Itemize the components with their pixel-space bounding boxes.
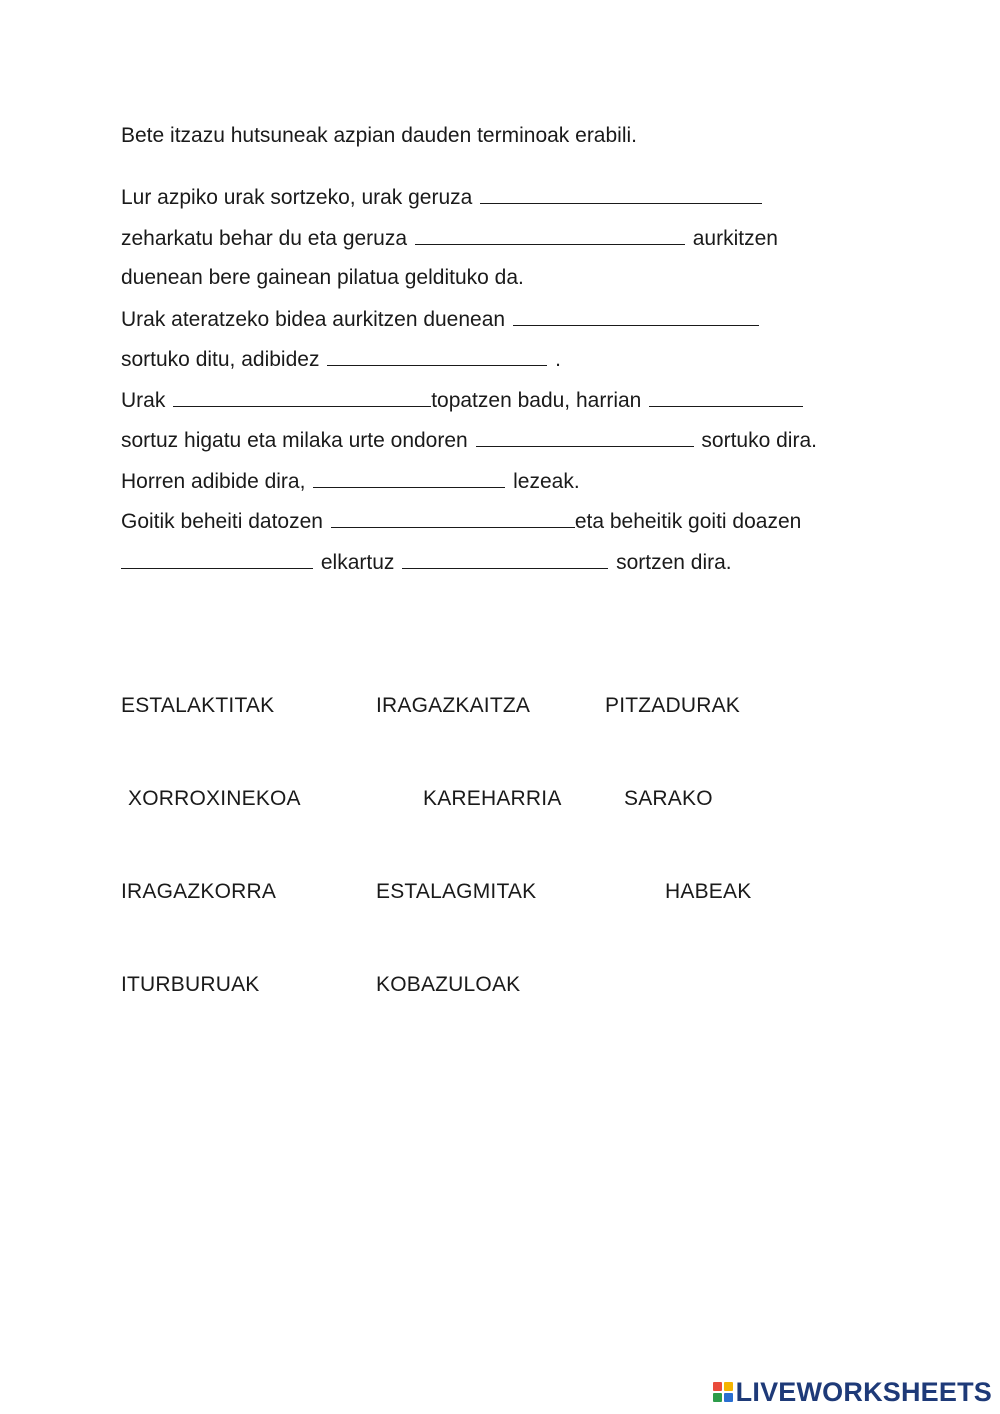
word-bank-item[interactable]: IRAGAZKORRA <box>121 880 277 903</box>
word-bank-item[interactable]: ITURBURUAK <box>121 973 260 996</box>
sentence-text: sortzen dira. <box>616 551 732 574</box>
sentence-text: lezeak. <box>513 470 580 493</box>
blank-9[interactable] <box>331 507 575 528</box>
sentence-text: sortuz higatu eta milaka urte ondoren <box>121 429 468 452</box>
sentence-line-4 <box>121 305 761 334</box>
sentence-line-1 <box>121 183 764 212</box>
sentence-text: duenean bere gainean pilatua geldituko da. <box>121 266 524 289</box>
sentence-line-9 <box>121 507 801 536</box>
sentence-line-10 <box>121 548 732 577</box>
sentence-text: . <box>555 348 561 371</box>
logo-grid-icon <box>713 1382 733 1402</box>
sentence-line-3 <box>121 264 524 292</box>
blank-4[interactable] <box>327 345 547 366</box>
blank-1[interactable] <box>480 183 762 204</box>
word-bank-item[interactable]: IRAGAZKAITZA <box>376 694 531 717</box>
word-bank-item[interactable]: PITZADURAK <box>605 694 741 717</box>
word-bank-item[interactable]: ESTALAGMITAK <box>376 880 537 903</box>
sentence-text: Urak <box>121 389 166 412</box>
sentence-line-7 <box>121 426 817 455</box>
sentence-text: aurkitzen <box>692 227 778 250</box>
sentence-text: Lur azpiko urak sortzeko, urak geruza <box>121 186 473 209</box>
blank-5[interactable] <box>173 386 431 407</box>
sentence-line-8 <box>121 467 580 496</box>
liveworksheets-logo <box>713 1376 992 1408</box>
instruction-text: Bete itzazu hutsuneak azpian dauden terminoak erabili. <box>121 124 637 147</box>
sentence-text: sortuko ditu, adibidez <box>121 348 320 371</box>
sentence-text: topatzen badu, harrian <box>431 389 642 412</box>
logo-text: LIVEWORKSHEETS <box>735 1376 992 1407</box>
sentence-text: Horren adibide dira, <box>121 470 306 493</box>
sentence-line-2 <box>121 224 778 253</box>
blank-10[interactable] <box>121 548 313 569</box>
blank-2[interactable] <box>415 224 685 245</box>
word-bank-item[interactable]: KAREHARRIA <box>423 787 562 810</box>
sentence-text: zeharkatu behar du eta geruza <box>121 227 408 250</box>
sentence-text: sortuko dira. <box>701 429 817 452</box>
blank-8[interactable] <box>313 467 505 488</box>
word-bank-item[interactable]: SARAKO <box>624 787 713 810</box>
word-bank-item[interactable]: ESTALAKTITAK <box>121 694 275 717</box>
blank-3[interactable] <box>513 305 759 326</box>
sentence-text: Goitik beheiti datozen <box>121 510 323 533</box>
sentence-text: elkartuz <box>320 551 395 574</box>
blank-7[interactable] <box>476 426 694 447</box>
word-bank-item[interactable]: HABEAK <box>665 880 752 903</box>
sentence-text: Urak ateratzeko bidea aurkitzen duenean <box>121 308 506 331</box>
sentence-line-6 <box>121 386 805 415</box>
sentence-line-5 <box>121 345 561 374</box>
word-bank-item[interactable]: KOBAZULOAK <box>376 973 521 996</box>
sentence-text: eta beheitik goiti doazen <box>574 510 802 533</box>
word-bank-item[interactable]: XORROXINEKOA <box>128 787 301 810</box>
blank-6[interactable] <box>649 386 803 407</box>
blank-11[interactable] <box>402 548 608 569</box>
